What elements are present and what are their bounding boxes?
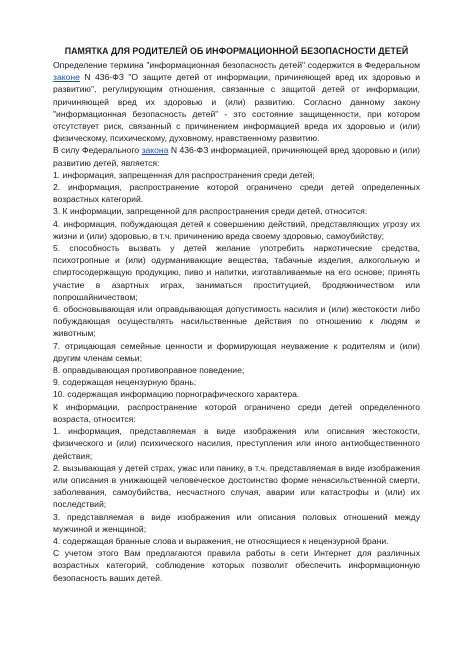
list-item: 5. способность вызвать у детей желание употребить наркотические средства, психотропные и (или) одурманивающие вещества, табачные изделия, алкогольную и спиртосодержащую продукцию, пиво и напитки, изготавливаемые на его основе; принять участие в азартных играх, заниматься проституцией, бродяжничеством или попрошайничеством; <box>53 243 420 302</box>
closing-paragraph: С учетом этого Вам предлагаются правила работы в сети Интернет для различных возрастных категорий, соблюдение которых позволит обеспечить информационную безопасность ваших детей. <box>53 548 420 583</box>
list-item: 4. информация, побуждающая детей к совершению действий, представляющих угрозу их жизни и (или) здоровью, в т.ч. причинению вреда своему здоровью, самоубийству; <box>53 218 420 241</box>
intro-text-end: N 436-ФЗ "О защите детей от информации, причиняющей вред их здоровью и развитию", регулирующим отношения, связанные с защитой детей от информации, причиняющей вред их здоровью и (или) развитию. Согласно данному закону "информационная безопасность детей" - это состояние защищенности, при котором отсутствует риск, связанный с причинением информацией вреда их здоровью и (или) физическому, психическому, духовному, нравственному развитию. <box>53 72 420 144</box>
list-item: 1. информация, представляемая в виде изображения или описания жестокости, физического и (или) психического насилия, преступления или иного антиобщественного действия; <box>53 426 420 461</box>
list-item: 4. содержащая бранные слова и выражения, не относящиеся к нецензурной брани. <box>53 535 389 546</box>
list-item: 3. представляемая в виде изображения или описания половых отношений между мужчиной и женщиной; <box>53 511 420 534</box>
list-item: 8. оправдывающая противоправное поведение; <box>53 365 245 376</box>
law-reference-text-start: В силу Федерального <box>53 145 142 156</box>
intro-text-start: Определение термина "информационная безопасность детей" содержится в Федеральном <box>53 60 420 70</box>
list-item: 7. отрицающая семейные ценности и формирующая неуважение к родителям и (или) другим членам семьи; <box>53 340 420 363</box>
list-item: 6. обосновывающая или оправдывающая допустимость насилия и (или) жестокости либо побуждающая осуществлять насильственные действия по отношению к людям и животным; <box>53 304 420 339</box>
law-reference-paragraph <box>53 144 420 168</box>
list-item: 2. вызывающая у детей страх, ужас или панику, в т.ч. представляемая в виде изображения или описания в унижающей человеческое достоинство форме ненасильственной смерти, заболевания, самоубийства, несчастного случая, аварии или катастрофы и (или) их последствий; <box>53 462 420 510</box>
law-link[interactable]: законе <box>53 72 80 83</box>
intro-paragraph <box>53 59 420 144</box>
list-item: 3. К информации, запрещенной для распространения среди детей, относится: <box>53 206 368 217</box>
list-item: 10. содержащая информацию порнографического характера. <box>53 389 300 400</box>
list-item: 9. содержащая нецензурную брань; <box>53 377 197 388</box>
page-title: ПАМЯТКА ДЛЯ РОДИТЕЛЕЙ ОБ ИНФОРМАЦИОННОЙ БЕЗОПАСНОСТИ ДЕТЕЙ <box>64 46 409 56</box>
section-heading-paragraph: К информации, распространение которой ограничено среди детей определенного возраста, относится: <box>53 401 420 424</box>
law-reference-text-end: N 436-ФЗ информацией, причиняющей вред здоровью и (или) развитию детей, является: <box>53 145 420 168</box>
law-link-2[interactable]: закона <box>141 145 169 156</box>
list-item: 1. информация, запрещенная для распространения среди детей; <box>53 169 315 180</box>
list-item: 2. информация, распространение которой ограничено среди детей определенных возрастных категорий. <box>53 182 420 205</box>
